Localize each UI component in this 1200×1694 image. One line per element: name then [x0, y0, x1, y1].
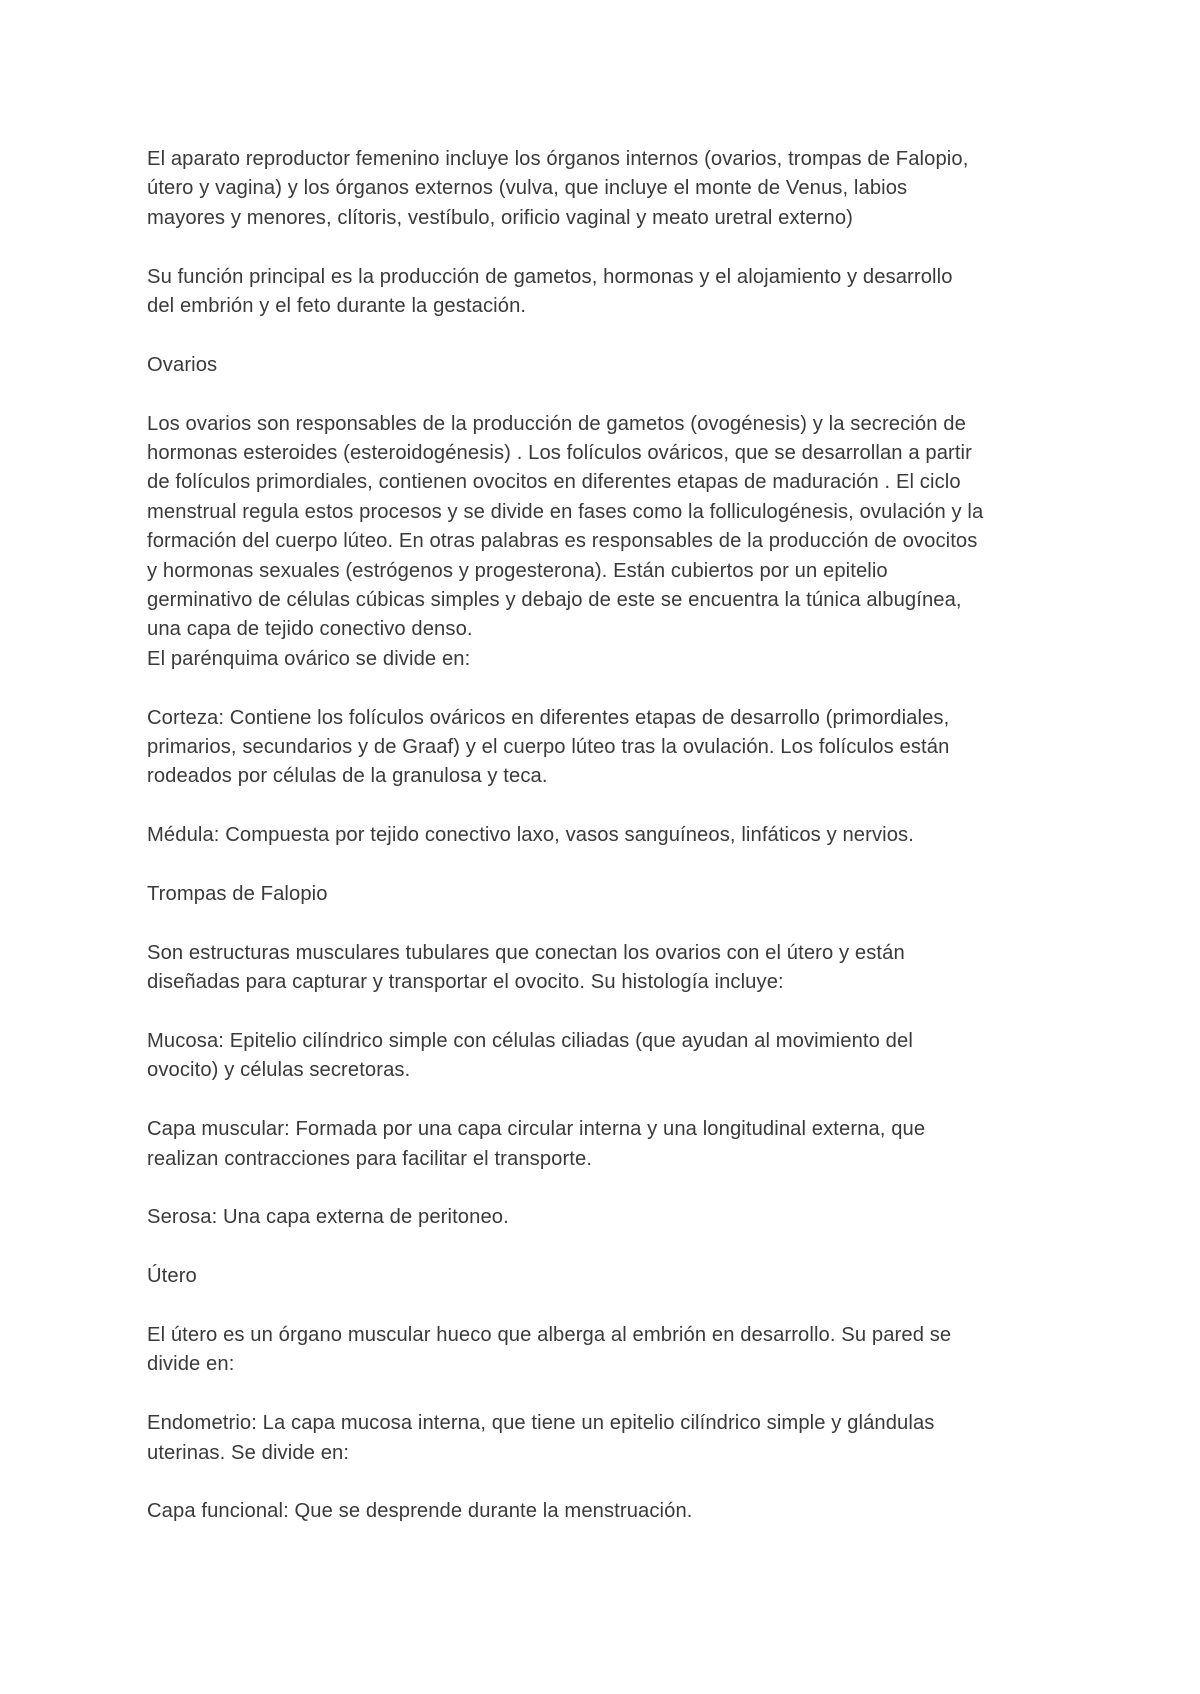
- capa-funcional-paragraph: Capa funcional: Que se desprende durante la menstruación.: [147, 1500, 693, 1523]
- trompas-paragraph: Son estructuras musculares tubulares que conectan los ovarios con el útero y están diseñadas para capturar y transportar el ovocito. Su histología incluye:: [147, 941, 905, 994]
- mucosa-paragraph: Mucosa: Epitelio cilíndrico simple con células ciliadas (que ayudan al movimiento del ovocito) y células secretoras.: [147, 1030, 913, 1082]
- intro-paragraph: El aparato reproductor femenino incluye los órganos internos (ovarios, trompas de Falopio, útero y vagina) y los órganos externos (vulva, que incluye el monte de Venus, labios mayores y menores, clítoris, vestíbulo, orificio vaginal y meato uretral externo): [147, 148, 969, 229]
- capa-muscular-paragraph: Capa muscular: Formada por una capa circular interna y una longitudinal externa, que realizan contracciones para facilitar el transporte.: [147, 1118, 926, 1170]
- serosa-paragraph: Serosa: Una capa externa de peritoneo.: [147, 1206, 509, 1229]
- function-paragraph: Su función principal es la producción de gametos, hormonas y el alojamiento y desarrollo del embrión y el feto durante la gestación.: [147, 265, 953, 318]
- parenquima-paragraph: El parénquima ovárico se divide en:: [147, 647, 471, 670]
- section-heading-ovarios: Ovarios: [147, 353, 218, 376]
- corteza-paragraph: Corteza: Contiene los folículos ováricos en diferentes etapas de desarrollo (primordiales, primarios, secundarios y de Graaf) y el cuerpo lúteo tras la ovulación. Los folículos están rodeados por células de la granulosa y teca.: [147, 706, 950, 788]
- utero-paragraph: El útero es un órgano muscular hueco que alberga al embrión en desarrollo. Su pared se divide en:: [147, 1324, 952, 1376]
- endometrio-paragraph: Endometrio: La capa mucosa interna, que tiene un epitelio cilíndrico simple y glándulas uterinas. Se divide en:: [147, 1412, 935, 1464]
- document-body: [147, 145, 1077, 1556]
- section-heading-trompas: Trompas de Falopio: [147, 883, 328, 906]
- ovarios-paragraph: Los ovarios son responsables de la producción de gametos (ovogénesis) y la secreción de hormonas esteroides (esteroidogénesis) . Los folículos ováricos, que se desarrollan a partir de folículos primordiales, contienen ovocitos en diferentes etapas de maduración . El ciclo menstrual regula estos procesos y se divide en fases como la folliculogénesis, ovulación y la formación del cuerpo lúteo. En otras palabras es responsables de la producción de ovocitos y hormonas sexuales (estrógenos y progesterona). Están cubiertos por un epitelio germinativo de células cúbicas simples y debajo de este se encuentra la túnica albugínea, una capa de tejido conectivo denso.: [147, 412, 984, 641]
- medula-paragraph: Médula: Compuesta por tejido conectivo laxo, vasos sanguíneos, linfáticos y nervios.: [147, 824, 914, 847]
- section-heading-utero: Útero: [147, 1265, 197, 1288]
